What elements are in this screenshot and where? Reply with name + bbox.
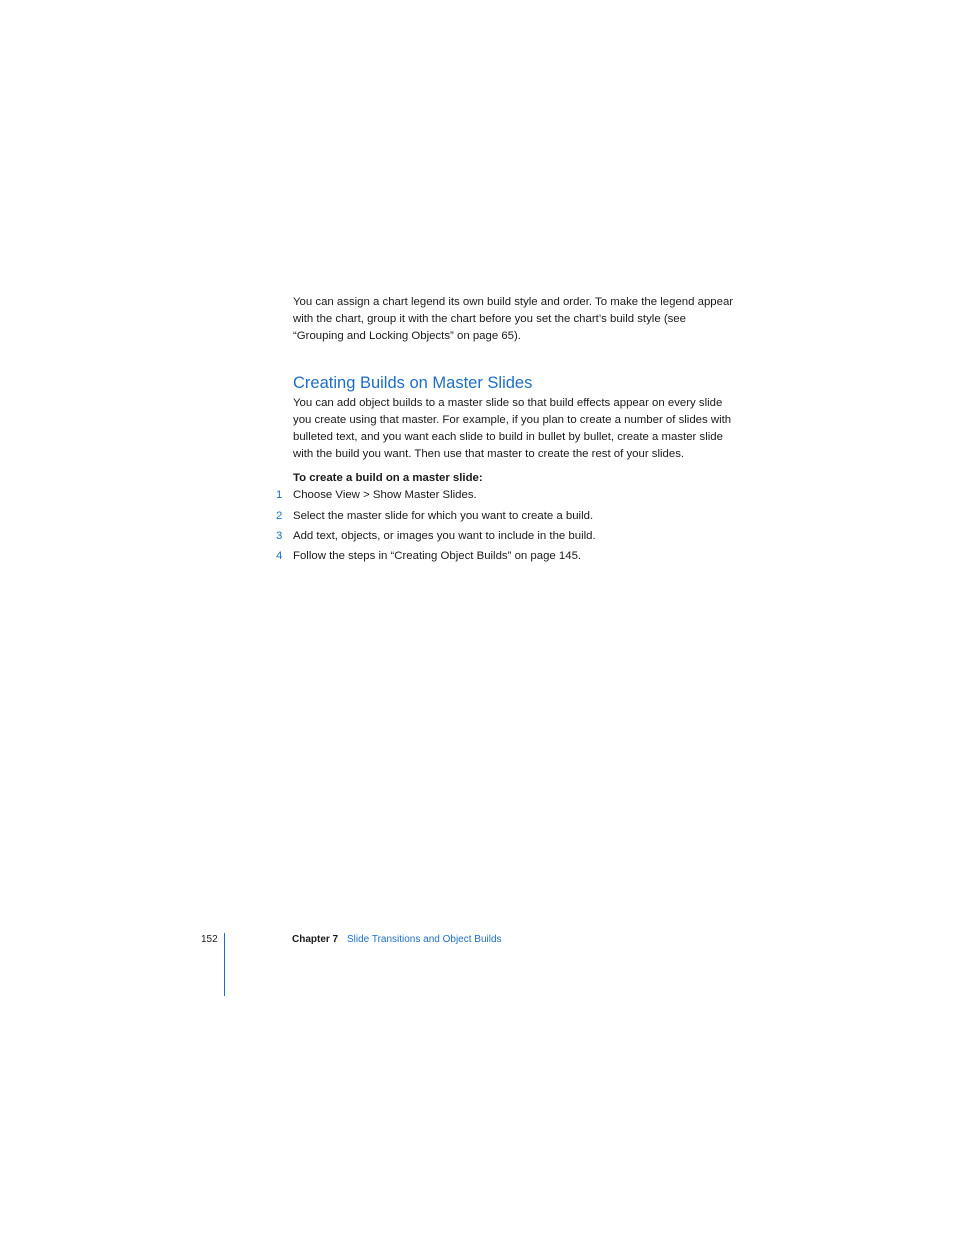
step-item	[276, 528, 746, 545]
step-number: 3	[276, 530, 283, 542]
intro-paragraph: You can assign a chart legend its own build style and order. To make the legend appear with the chart, group it with the chart before you set the chart’s build style (see “Grouping and Locking Objects” on page 65).	[293, 296, 734, 342]
task-heading: To create a build on a master slide:	[293, 472, 483, 484]
step-number: 2	[276, 510, 283, 522]
step-text: Select the master slide for which you want to create a build.	[293, 510, 594, 522]
step-item	[276, 487, 746, 504]
page-number: 152	[201, 934, 218, 945]
chapter-title: Slide Transitions and Object Builds	[347, 934, 502, 945]
step-text: Add text, objects, or images you want to include in the build.	[293, 530, 596, 542]
step-number: 4	[276, 550, 283, 562]
step-text: Follow the steps in “Creating Object Builds” on page 145.	[293, 550, 582, 562]
step-number: 1	[276, 489, 283, 501]
step-text: Choose View > Show Master Slides.	[293, 489, 477, 501]
step-item	[276, 508, 746, 525]
section-body-paragraph: You can add object builds to a master slide so that build effects appear on every slide you create using that master. For example, if you plan to create a number of slides with bulleted text, and you want each slide to build in bullet by bullet, create a master slide with the build you want. Then use that master to create the rest of your slides.	[293, 397, 732, 460]
section-heading: Creating Builds on Master Slides	[293, 374, 533, 392]
footer-divider	[224, 933, 225, 996]
step-item	[276, 548, 746, 565]
chapter-label: Chapter 7	[292, 934, 339, 945]
